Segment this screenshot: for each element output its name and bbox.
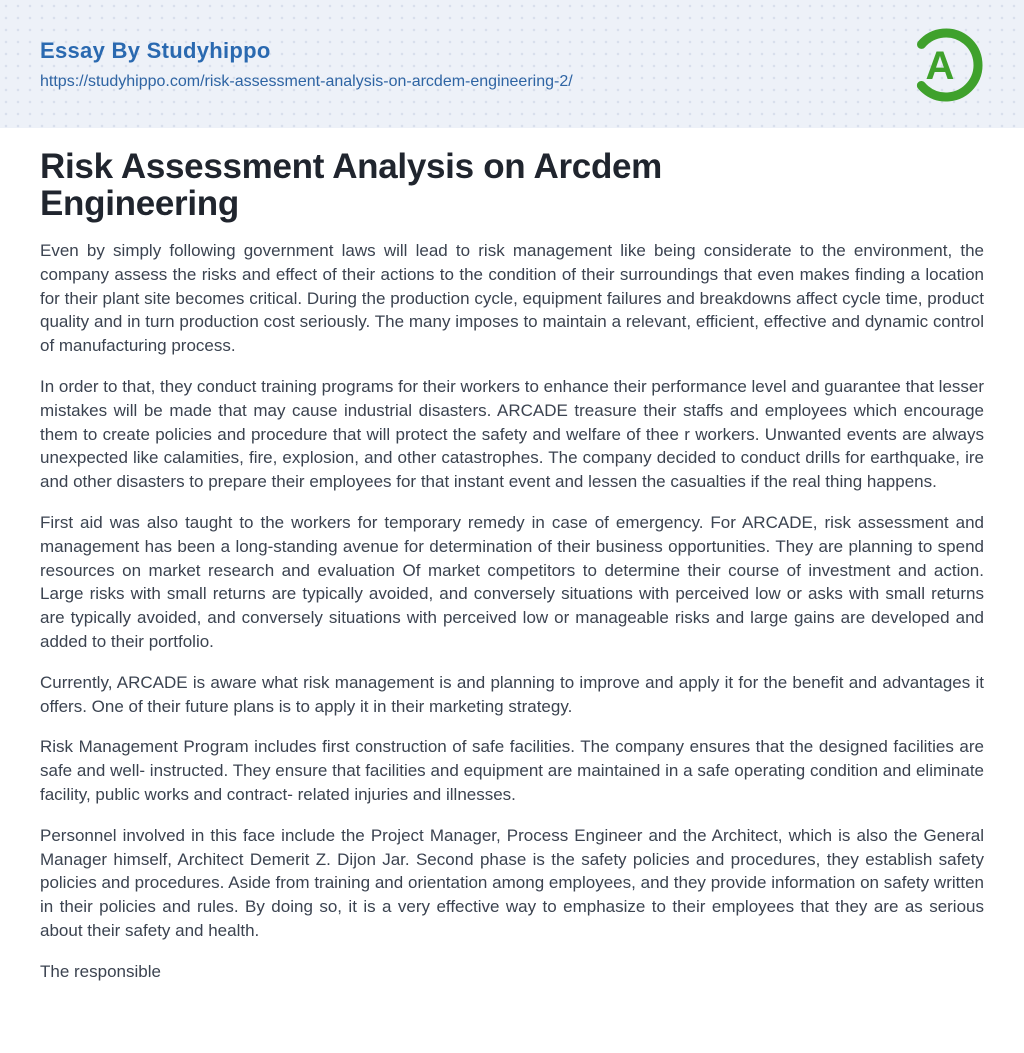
essay-paragraph: The responsible [40, 961, 161, 981]
essay-paragraph: Personnel involved in this face include the Project Manager, Process Engineer and the Architect, which is also the General Manager himself, Architect Demerit Z. Dijon Jar. Second phase is the safety policies and procedures, they establish safety policies and procedures. Aside from training and orientation among employees, and they provide information on safety written in their policies and rules. By doing so, it is a very effective way to emphasize to their employees that they are as serious about their safety and health. [40, 825, 984, 940]
essay-body [40, 239, 984, 984]
site-title-link[interactable]: Essay By Studyhippo [40, 37, 271, 63]
studyhippo-logo-icon [900, 23, 984, 107]
page-header [0, 0, 1024, 128]
page-url-link[interactable]: https://studyhippo.com/risk-assessment-analysis-on-arcdem-engineering-2/ [40, 72, 573, 90]
essay-paragraph: Risk Management Program includes first construction of safe facilities. The company ensures that the designed facilities are safe and well- instructed. They ensure that facilities and equipment are maintained in a safe operating condition and eliminate facility, public works and contract- related injuries and illnesses. [40, 737, 984, 804]
essay-paragraph: In order to that, they conduct training programs for their workers to enhance their performance level and guarantee that lesser mistakes will be made that may cause industrial disasters. ARCADE treasure their staffs and employees which encourage them to create policies and procedure that will protect the safety and welfare of thee r workers. Unwanted events are always unexpected like calamities, fire, explosion, and other catastrophes. The company decided to conduct drills for earthquake, ire and other disasters to prepare their employees for that instant event and lessen the casualties if the real thing happens. [40, 376, 985, 492]
main-content [0, 128, 1024, 984]
essay-paragraph: Even by simply following government laws will lead to risk management like being considerate to the environment, the company assess the risks and effect of their actions to the condition of their surroundings that even makes finding a location for their plant site becomes critical. During the production cycle, equipment failures and breakdowns affect cycle time, product quality and in turn production cost seriously. The many imposes to maintain a relevant, efficient, effective and dynamic control of manufacturing process. [40, 241, 984, 356]
studyhippo-logo[interactable] [900, 23, 984, 107]
essay-paragraph: Currently, ARCADE is aware what risk management is and planning to improve and apply it for the benefit and advantages it offers. One of their future plans is to apply it in their marketing strategy. [40, 672, 984, 716]
page-title: Risk Assessment Analysis on Arcdem Engineering [40, 147, 663, 223]
logo-letter: A [925, 44, 955, 88]
header-text-block [40, 38, 573, 91]
essay-paragraph: First aid was also taught to the workers for temporary remedy in case of emergency. For ARCADE, risk assessment and management has been a long-standing avenue for determination of their business opportunities. They are planning to spend resources on market research and evaluation Of market competitors to determine their course of investment and action. Large risks with small returns are typically avoided, and conversely situations with perceived low or asks with small returns are typically avoided, and conversely situations with perceived low or manageable risks and large gains are developed and added to their portfolio. [40, 512, 984, 651]
